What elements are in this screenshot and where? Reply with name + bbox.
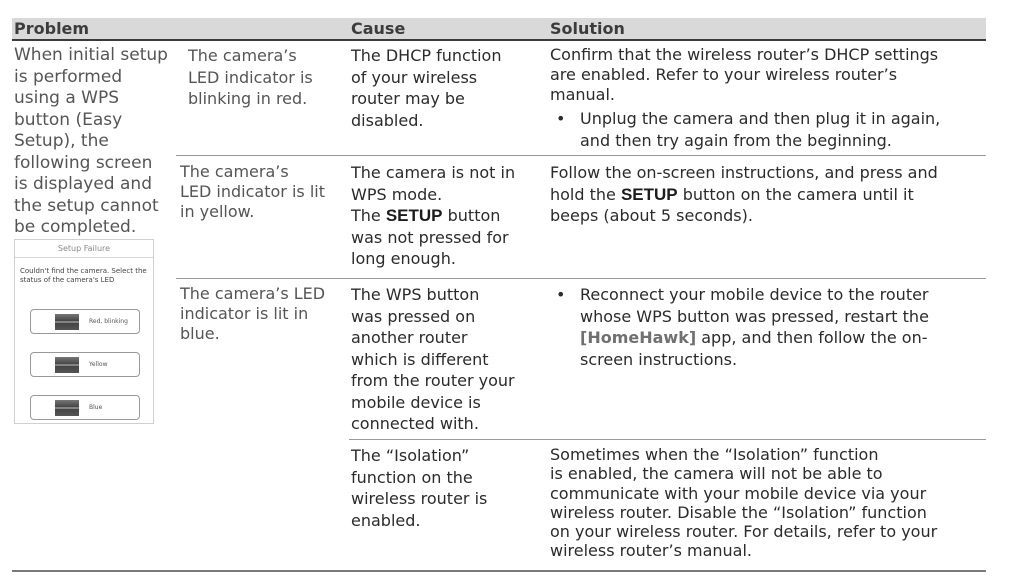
led-image-icon [55,400,79,416]
header-solution: Solution [550,19,625,38]
header-cause: Cause [351,19,406,38]
option-red-blinking: Red, blinking [30,309,140,334]
row3-cause: The WPS button was pressed on another router which is different from the router your mobile device is connected with. [351,285,515,433]
header-problem: Problem [14,19,90,38]
row1-solution: Confirm that the wireless router’s DHCP settings are enabled. Refer to your wireless router’s manual. • Unplug the camera and then plug it in again, and then try again from the beginning. [550,45,986,152]
setup-failure-screenshot [14,239,154,424]
row1-led-status: The camera’s LED indicator is blinking in red. [188,46,313,108]
option-blue: Blue [30,395,140,420]
row-divider [176,278,986,279]
row2-led-status: The camera’s LED indicator is lit in yellow. [180,162,325,221]
row-divider [176,155,986,156]
led-image-icon [55,314,79,330]
option-yellow: Yellow [30,352,140,377]
led-image-icon [55,357,79,373]
row1-cause: The DHCP function of your wireless router may be disabled. [351,46,502,130]
screenshot-message: Couldn't find the camera. Select the status of the camera's LED [20,267,147,284]
table-header [12,18,986,41]
row4-solution: Sometimes when the “Isolation” function is enabled, the camera will not be able to communicate with your mobile device via your wireless router. Disable the “Isolation” function on your wireless router. For details, refer to your wireless router’s manual. [550,445,938,561]
row2-cause: The camera is not in WPS mode. The SETUP button was not pressed for long enough. [351,163,516,268]
row-divider [349,439,986,440]
row1-bullet: • Unplug the camera and then plug it in again, and then try again from the beginning. [556,109,941,150]
screenshot-title: Setup Failure [15,240,153,258]
table-bottom-rule [12,570,986,572]
problem-text: When initial setup is performed using a WPS button (Easy Setup), the following screen is displayed and the setup cannot be completed. [14,45,168,237]
row3-solution: • Reconnect your mobile device to the router whose WPS button was pressed, restart the [HomeHawk] app, and then follow the on- screen instructions. [556,285,929,369]
row3-led-status: The camera’s LED indicator is lit in blue. [180,284,326,343]
row4-cause: The “Isolation” function on the wireless router is enabled. [351,446,488,530]
homehawk-app-name: [HomeHawk] [580,328,697,347]
row2-solution: Follow the on-screen instructions, and press and hold the SETUP button on the camera until it beeps (about 5 seconds). [550,163,938,225]
